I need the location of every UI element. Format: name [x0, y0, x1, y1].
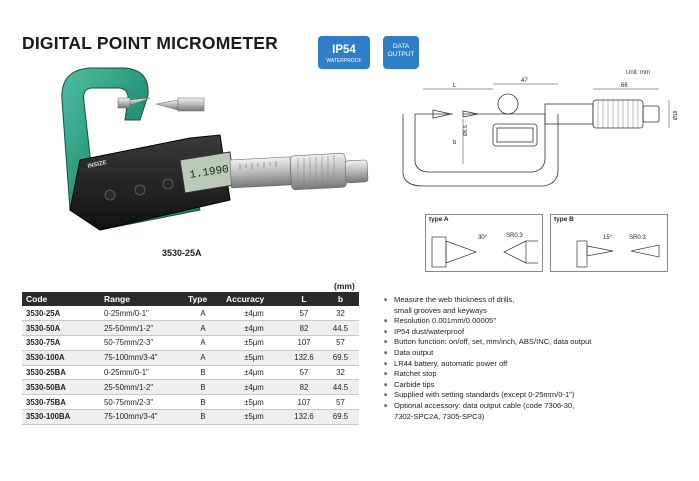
cell-l: 107	[286, 336, 322, 351]
cell-code: 3530-100A	[22, 350, 100, 365]
cell-l: 82	[286, 380, 322, 395]
mode-button-icon	[163, 179, 173, 189]
table-unit-label: (mm)	[334, 281, 355, 291]
table-row	[22, 321, 359, 336]
type-b-tip-drawing	[551, 215, 667, 271]
set-button-icon	[135, 185, 145, 195]
type-a-radius: SR0.3	[506, 233, 523, 239]
cell-b: 69.5	[322, 350, 359, 365]
feature-item: ■ Carbide tips	[384, 380, 684, 391]
feature-item: ■ LR44 battery, automatic power off	[384, 359, 684, 370]
feature-item: ■ Optional accessory: data output cable (code 7306-30,	[384, 401, 684, 412]
cell-l: 57	[286, 365, 322, 380]
cell-type: B	[184, 380, 222, 395]
cell-accuracy: ±5μm	[222, 410, 286, 425]
table-row	[22, 336, 359, 351]
cell-type: A	[184, 321, 222, 336]
cell-range: 0-25mm/0-1"	[100, 306, 184, 321]
col-l: L	[286, 292, 322, 306]
onoff-button-icon	[105, 190, 115, 200]
cell-b: 57	[322, 395, 359, 410]
feature-item: ■ Supplied with setting standards (except 0-25mm/0-1")	[384, 390, 684, 401]
cell-b: 44.5	[322, 380, 359, 395]
page-title: DIGITAL POINT MICROMETER	[22, 33, 278, 53]
type-b-detail	[550, 214, 668, 272]
type-b-radius: SR0.3	[629, 235, 646, 241]
feature-item: ■ Resolution 0.001mm/0.00005"	[384, 316, 684, 327]
cell-code: 3530-25BA	[22, 365, 100, 380]
ip54-badge-main: IP54	[332, 44, 356, 56]
cell-accuracy: ±4μm	[222, 321, 286, 336]
cell-range: 50-75mm/2-3"	[100, 395, 184, 410]
dim-l: L	[453, 83, 457, 89]
cell-b: 32	[322, 306, 359, 321]
type-a-angle: 30°	[478, 235, 488, 241]
feature-item: ■ Measure the web thickness of drills,	[384, 295, 684, 306]
cell-range: 75-100mm/3-4"	[100, 410, 184, 425]
type-a-label: type A	[429, 216, 449, 223]
photo-caption: 3530-25A	[162, 248, 202, 258]
cell-code: 3530-75BA	[22, 395, 100, 410]
feature-item: ■ IP54 dust/waterproof	[384, 327, 684, 338]
cell-code: 3530-100BA	[22, 410, 100, 425]
type-a-detail	[425, 214, 543, 272]
feature-item: ■ Data output	[384, 348, 684, 359]
dim-b: b	[453, 140, 457, 146]
cell-code: 3530-50BA	[22, 380, 100, 395]
cell-b: 44.5	[322, 321, 359, 336]
cell-accuracy: ±4μm	[222, 380, 286, 395]
col-range: Range	[100, 292, 184, 306]
col-accuracy: Accuracy	[222, 292, 286, 306]
cell-range: 75-100mm/3-4"	[100, 350, 184, 365]
dim-phi18: Ø18	[673, 110, 679, 120]
cell-type: A	[184, 306, 222, 321]
data-output-line1: DATA	[392, 43, 410, 50]
micrometer-photo	[40, 60, 370, 245]
cell-l: 57	[286, 306, 322, 321]
type-b-label: type B	[554, 216, 574, 223]
cell-b: 32	[322, 365, 359, 380]
cell-range: 0-25mm/0-1"	[100, 365, 184, 380]
dim-66: 66	[621, 83, 628, 89]
cell-accuracy: ±4μm	[222, 365, 286, 380]
cell-range: 25-50mm/1-2"	[100, 380, 184, 395]
col-type: Type	[184, 292, 222, 306]
cell-type: A	[184, 350, 222, 365]
cell-accuracy: ±5μm	[222, 336, 286, 351]
cell-type: A	[184, 336, 222, 351]
col-b: b	[322, 292, 359, 306]
cell-b: 57	[322, 336, 359, 351]
cell-type: B	[184, 365, 222, 380]
cell-accuracy: ±5μm	[222, 350, 286, 365]
cell-l: 132.6	[286, 410, 322, 425]
col-code: Code	[22, 292, 100, 306]
type-a-tip-drawing	[426, 215, 542, 271]
table-row	[22, 410, 359, 425]
dim-47: 47	[521, 78, 528, 84]
cell-l: 82	[286, 321, 322, 336]
dim-phi65: Ø6.5	[463, 125, 469, 136]
feature-item: ■ Ratchet stop	[384, 369, 684, 380]
data-output-badge	[383, 36, 419, 69]
table-row	[22, 350, 359, 365]
cell-code: 3530-50A	[22, 321, 100, 336]
dimension-drawing	[393, 74, 683, 194]
cell-type: B	[184, 410, 222, 425]
cell-l: 132.6	[286, 350, 322, 365]
type-b-angle: 15°	[603, 235, 613, 241]
cell-type: B	[184, 395, 222, 410]
lcd-reading: 1.1990	[188, 163, 230, 182]
feature-item: small grooves and keyways	[394, 305, 487, 315]
ip54-badge-sub: WATERPROOF	[326, 58, 362, 64]
cell-code: 3530-25A	[22, 306, 100, 321]
cell-l: 107	[286, 395, 322, 410]
cell-code: 3530-75A	[22, 336, 100, 351]
table-row	[22, 395, 359, 410]
cell-range: 25-50mm/1-2"	[100, 321, 184, 336]
table-row	[22, 380, 359, 395]
brand-label: INSIZE	[87, 160, 108, 170]
feature-list	[384, 295, 684, 422]
table-row	[22, 306, 359, 321]
feature-item: 7302-SPC2A, 7305-SPC3)	[394, 411, 485, 421]
cell-range: 50-75mm/2-3"	[100, 336, 184, 351]
cell-accuracy: ±5μm	[222, 395, 286, 410]
table-row	[22, 365, 359, 380]
cell-b: 69.5	[322, 410, 359, 425]
unit-note: Unit: mm	[626, 70, 650, 76]
cell-accuracy: ±4μm	[222, 306, 286, 321]
spec-table	[22, 292, 359, 425]
feature-item: ■ Button function: on/off, set, mm/inch, ABS/INC, data output	[384, 337, 684, 348]
spec-table-header	[22, 292, 359, 306]
data-output-line2: OUTPUT	[387, 51, 415, 58]
